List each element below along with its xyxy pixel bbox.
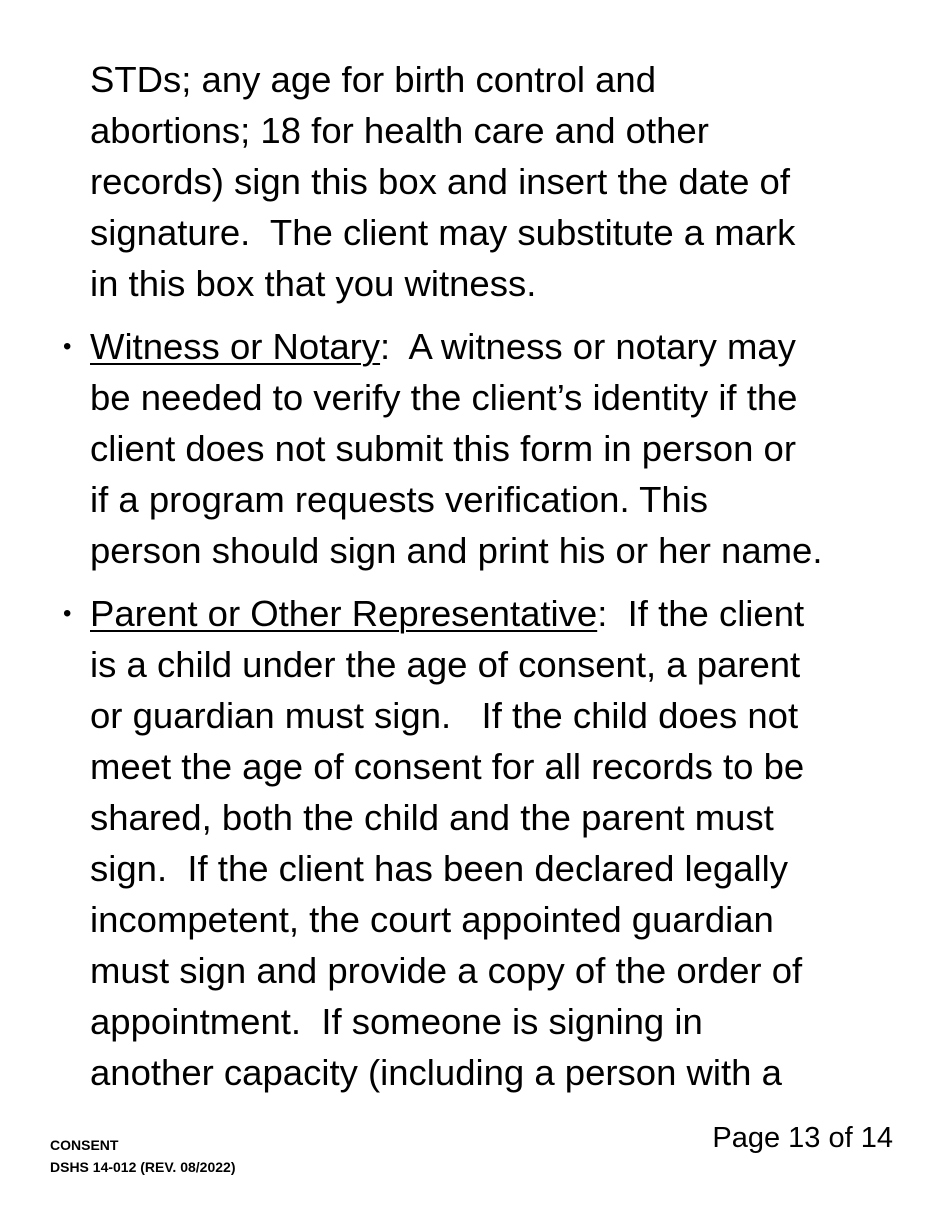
bullet-first-line <box>90 588 920 639</box>
text-line: abortions; 18 for health care and other <box>90 110 709 151</box>
text-line: STDs; any age for birth control and <box>90 59 657 100</box>
text-line: be needed to verify the client’s identity if the <box>90 377 798 418</box>
bullet-first-line <box>90 321 920 372</box>
form-identifier <box>50 1134 235 1178</box>
bullet-heading: Parent or Other Representative <box>90 593 598 634</box>
text-line: is a child under the age of consent, a parent <box>90 644 801 685</box>
text-line: shared, both the child and the parent must <box>90 797 774 838</box>
text-line: in this box that you witness. <box>90 263 537 304</box>
text-line: appointment. If someone is signing in <box>90 1001 703 1042</box>
form-number: DSHS 14-012 (REV. 08/2022) <box>50 1159 236 1175</box>
text-line: another capacity (including a person with a <box>90 1052 782 1093</box>
page-number: Page 13 of 14 <box>712 1122 893 1154</box>
text-line: sign. If the client has been declared legally <box>90 848 788 889</box>
text-line: client does not submit this form in person or <box>90 428 796 469</box>
intro-paragraph <box>90 54 920 309</box>
text-line: records) sign this box and insert the date of <box>90 161 790 202</box>
bullet-parent-or-other-representative <box>63 588 920 1098</box>
text-line: signature. The client may substitute a mark <box>90 212 796 253</box>
bullet-witness-or-notary <box>63 321 920 576</box>
text-line: person should sign and print his or her name. <box>90 530 823 571</box>
bullet-first-line-text: : A witness or notary may <box>380 326 796 367</box>
form-name: CONSENT <box>50 1137 119 1153</box>
text-line: meet the age of consent for all records to be <box>90 746 805 787</box>
bullet-heading: Witness or Notary <box>90 326 381 367</box>
bullet-first-line-text: : If the client <box>597 593 805 634</box>
text-line: if a program requests verification. This <box>90 479 709 520</box>
body-text <box>63 54 920 1098</box>
bullet-icon: • <box>63 333 72 360</box>
text-line: or guardian must sign. If the child does not <box>90 695 799 736</box>
bullet-icon: • <box>63 600 72 627</box>
text-line: incompetent, the court appointed guardian <box>90 899 774 940</box>
text-line: must sign and provide a copy of the order of <box>90 950 803 991</box>
